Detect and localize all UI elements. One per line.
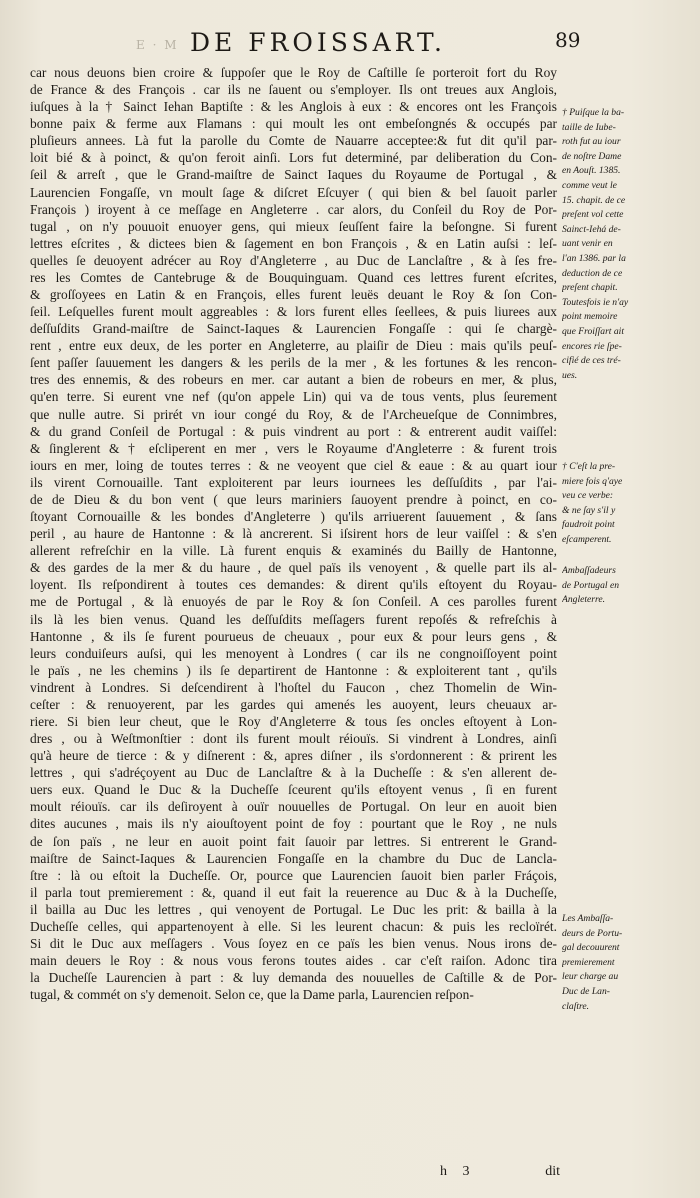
text-line: ſtre : là ou eſtoit la Ducheſſe. Or, pource que Laurencien ſauoit bien parler Fráçois,: [30, 867, 557, 883]
text-line: tugal, & commét on s'y demenoit. Selon ce, que la Dame parla, Laurencien reſpon-: [30, 987, 474, 1003]
text-line: dites aucunes , mais ils n'y aiouſtoyent point de foy : pourtant que le Roy , ne nuls: [30, 816, 557, 832]
margin-note-line: Les Ambaſſa-: [562, 913, 614, 924]
text-line: ceſter : & renuoyerent, par les gardes qui amenés les auoyent, leurs cheuaux ar-: [30, 696, 557, 712]
margin-note-line: † C'eſt la pre-: [562, 461, 616, 472]
text-line: Ducheſſe celles, qui appartenoyent à elle. Si les leurent chacun: & puis les recloïrét.: [30, 918, 557, 934]
text-line: Hantonne , & ils ſe furent pourueus de cheuaux , pour eux & pour leurs gens , &: [30, 628, 557, 644]
text-line: de de Dieu & du bon vent ( que leurs mariniers ſauoyent prendre à poinct, en co-: [30, 491, 557, 507]
page-number: 89: [555, 28, 581, 52]
text-line: iours en mer, loing de toutes terres : & ne veoyent que ciel & eaue : & au quart iour: [30, 457, 557, 473]
margin-note-line: cifié de ces tré-: [562, 355, 621, 367]
text-line: le païs , ne les chemins ) ils ſe departirent de Hantonne : & exploiterent tant , qu'ils: [30, 662, 557, 678]
running-header: [30, 28, 590, 58]
text-line: la Ducheſſe Laurencien à part : & luy demanda des nouuelles de Caſtille & de Por-: [30, 970, 557, 986]
page-footer: [30, 1164, 560, 1184]
text-line: il parla tout premierement : &, quand il eut fait la reuerence au Duc & à la Ducheſſe,: [30, 884, 557, 900]
text-line: ſent paſſer ſauuement les dangers & les perils de la mer , & les fortunes & les rencon-: [30, 355, 557, 371]
text-line: uers eux. Quand le Duc & la Ducheſſe ſceurent qu'ils eſtoyent venus , ſi en furent: [30, 782, 557, 798]
margin-note-line: † Puiſque la ba-: [562, 107, 625, 118]
text-line: ſeil & arreſt , que le Grand-maiſtre de Sainct Iaques du Royaume de Portugal , &: [30, 167, 557, 183]
text-line: tres des ennemis, & des robeurs en mer. car autant a bien de robeurs en mer, & plus,: [30, 372, 557, 388]
margin-note-line: l'an 1386. par la: [562, 252, 626, 264]
text-line: & du grand Conſeil de Portugal : & puis vindrent au port : & entrerent audit vaiſſel:: [30, 423, 557, 439]
margin-note-line: uant venir en: [562, 238, 613, 250]
margin-note-line: encores rie ſpe-: [562, 340, 622, 352]
text-line: il bailla au Duc les lettres , qui venoyent de Portugal. Le Duc les prit: & bailla à la: [30, 901, 557, 917]
header-ghost-text: E · M: [136, 38, 179, 52]
text-line: car nous deuons bien croire & ſuppoſer que le Roy de Caſtille ſe porteroit fort du Roy: [30, 65, 557, 80]
text-line: allerent refreſchir en la ville. Là furent enquis & examinés du Bailly de Hantonne,: [30, 543, 557, 559]
body-text: [30, 64, 557, 1003]
text-line: main deuers le Roy : & nous vous ferons toutes aides . car c'eſt raiſon. Adonc tira: [30, 953, 557, 969]
text-line: riere. Si bien leur cheut, que le Roy d'Angleterre & tous ſes oncles eſtoyent à Lon-: [30, 713, 557, 729]
text-line: res les Comtes de Cantebruge & de Bouquinguam. Quand ces lettres furent eſcrites,: [30, 269, 557, 285]
margin-note-charge: [562, 912, 694, 1014]
margin-note-line: que Froiſſart ait: [562, 325, 625, 337]
text-line: vindrent à Londres. Si deſcendirent à l'hoſtel du Faucon , chez Thomelin de Win-: [30, 679, 557, 695]
text-line: deſſuſdits Grand-maiſtre de Sainct-Iaques & Laurencien Fongaſſe : qui ſe chargè-: [30, 321, 557, 337]
text-line: dres , ou à Weſtmonſtier : dont ils furent moult réiouïs. Si vindrent à Londres, ainſi: [30, 731, 557, 747]
margin-note-line: preſent chapit.: [562, 282, 618, 294]
margin-note-line: Angleterre.: [562, 594, 606, 606]
text-line: pluſieurs annees. Là fut la parolle du Comte de Nauarre acceptee:& fut dit qu'il par-: [30, 133, 557, 149]
text-line: de ſon païs , ne leur en auoit point fait ſauoir par lettres. Si entrerent le Grand-: [30, 833, 557, 849]
text-line: ils virent Cornouaille. Tant exploiterent par leurs iournees les deſſuſdits , par l'ai-: [30, 474, 557, 490]
text-line: de France & des François . car ils ne ſauent ou s'employer. Ils ont treues aux Anglois,: [30, 82, 557, 98]
text-line: & ſinglerent & † eſcliperent en mer , vers le Royaume d'Angleterre : & furent trois: [30, 440, 557, 456]
margin-note-line: Duc de Lan-: [562, 985, 610, 997]
text-line: Laurencien Fongaſſe, vn moult ſage & diſcret Eſcuyer ( qui bien & bel ſauoit parler: [30, 184, 557, 200]
margin-note-line: de noſtre Dame: [562, 150, 622, 162]
text-line: moult réiouïs. car ils deſiroyent à ouïr nouuelles de Portugal. On leur en auoit bien: [30, 799, 557, 815]
text-line: maiſtre de Sainct-Iaques & Laurencien Fongaſſe en la chambre du Duc de Lancla-: [30, 850, 557, 866]
text-line: loyent. Ils reſpondirent à toutes ces demandes: & dirent qu'ils eſtoyent du Royau-: [30, 577, 557, 593]
text-line: quelles ſe deuoyent adrécer au Roy d'Angleterre , au Duc de Lanclaſtre , & à ſes fre-: [30, 252, 557, 268]
margin-note-line: de Portugal en: [562, 579, 620, 591]
margin-note-ambassadors: [562, 564, 694, 608]
text-line: ils là les bien venus. Quand les deſſuſdits meſſagers furent repoſés & refreſchis à: [30, 611, 557, 627]
margin-note-line: deduction de ce: [562, 267, 623, 279]
margin-note-line: faudroit point: [562, 519, 615, 531]
margin-note-line: veu ce verbe:: [562, 490, 614, 502]
margin-note-truce: [562, 106, 694, 383]
margin-note-line: en Aouſt. 1385.: [562, 165, 621, 177]
text-line: ſtoyant Cornouaille & les bondes d'Angleterre ) qu'ils arriuerent ſauuement , & ſans: [30, 509, 557, 525]
margin-note-line: leur charge au: [562, 971, 619, 983]
margin-note-line: & ne ſay s'il y: [562, 504, 616, 516]
running-title: DE FROISSART.: [190, 28, 446, 57]
margin-note-line: deurs de Portu-: [562, 927, 623, 939]
margin-note-line: miere fois q'aye: [562, 475, 623, 487]
text-line: & groſſoyees en Latin & en François, elles furent leuës deuant le Roy & ſon Con-: [30, 287, 557, 303]
text-line: tugal , on n'y pouuoit enuoyer gens, qui mieux ſeuſſent faire la beſongne. Si furent: [30, 218, 557, 234]
margin-note-line: point memoire: [562, 311, 618, 323]
catchword: dit: [545, 1164, 560, 1179]
text-line: lettres , qui s'adréçoyent au Duc de Lanclaſtre & à la Ducheſſe : & s'en allerent de-: [30, 765, 557, 781]
margin-note-line: ues.: [562, 369, 578, 381]
text-line: que nulle autre. Si prirét vn iour congé du Roy, & de l'Archeueſque de Connimbres,: [30, 406, 557, 422]
text-line: Si dit le Duc aux meſſagers . Vous ſoyez en ce païs les bien venus. Nous irons de-: [30, 935, 557, 951]
text-line: lettres eſcrites , & dictees bien & ſagement en bon François , & en Latin auſsi : leſ-: [30, 235, 557, 251]
margin-note-verb: [562, 460, 694, 548]
margin-note-line: Sainct-Iehá de-: [562, 223, 621, 235]
signature-mark: h 3: [440, 1164, 476, 1179]
text-line: me de Portugal , & là enuoyés de par le Roy & ſon Conſeil. A ces parolles furent: [30, 594, 557, 610]
margin-note-line: roth fut au iour: [562, 136, 621, 148]
margin-note-line: Toutesfois ie n'ay: [562, 296, 629, 308]
text-line: qu'à heure de tierce : & y diſnerent : &, apres diſner , ils s'ordonnerent : & prirent les: [30, 748, 557, 764]
text-line: loit bié & à poinct, & qu'on feroit ainſi. Lors fut determiné, par deliberation du Con-: [30, 150, 557, 166]
margin-note-line: eſcamperent.: [562, 533, 612, 545]
text-line: qu'en terre. Si eurent vne nef (qu'on appele Lin) qui va de tous vents, plus ſeurement: [30, 389, 557, 405]
margin-note-line: taille de Iube-: [562, 121, 616, 133]
text-line: François ) iroyent à ce meſſage en Angleterre . car alors, du Conſeil du Roy de Por-: [30, 201, 557, 217]
margin-note-line: premierement: [562, 956, 615, 968]
margin-note-line: preſent vol cette: [562, 209, 624, 221]
text-line: leurs conduiſeurs auſsi, qui les menoyent à Londres ( car ils ne congnoiſſoyent point: [30, 645, 557, 661]
text-line: & des gardes de la mer & du haure , de quel païs ils venoyent , & quelle part ils al-: [30, 560, 557, 576]
margin-note-line: Ambaſſadeurs: [562, 565, 616, 576]
text-line: ſeil. Leſquelles furent moult aggreables : & lors furent elles ſeellees, & puis liurees aux: [30, 304, 557, 320]
margin-note-line: comme veut le: [562, 179, 617, 191]
margin-note-line: 15. chapit. de ce: [562, 194, 626, 206]
text-line: peril , au haure de Hantonne : & là ancrerent. Si iſsirent hors de leur vaiſſel : & s'en: [30, 526, 557, 542]
margin-note-line: gal decouurent: [562, 942, 620, 954]
text-line: iuſques à la † Sainct Iehan Baptiſte : & les Anglois à eux : & encores ont les François: [30, 99, 557, 115]
text-line: rent , entre eux deux, de les porter en Angleterre, au plaiſir de Dieu : mais qu'ils peuſ-: [30, 338, 557, 354]
text-line: bonne paix & ferme aux Flamans : qui moult les ont embeſongnés & occupés par: [30, 116, 557, 132]
margin-note-line: claſtre.: [562, 1000, 590, 1012]
